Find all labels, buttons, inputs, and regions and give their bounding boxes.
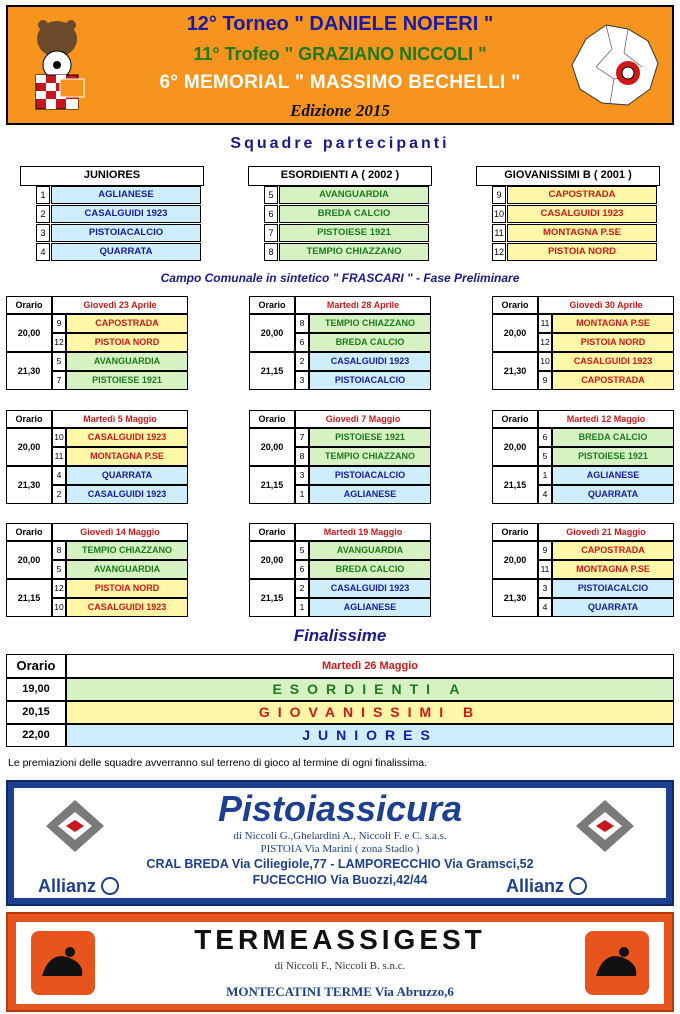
team-number: 11 (492, 224, 506, 242)
match-date: Giovedì 23 Aprile (52, 296, 188, 314)
final-category: JUNIORES (66, 724, 674, 747)
match-team-name: CASALGUIDI 1923 (309, 352, 431, 371)
match-team-number: 1 (295, 598, 309, 617)
match-team-name: BREDA CALCIO (309, 333, 431, 352)
group-team-row (264, 243, 430, 261)
group-team-row (264, 224, 430, 242)
allianz-logo-right (506, 876, 587, 897)
match-team-number: 11 (538, 314, 552, 333)
allianz-text-left: Allianz (38, 876, 97, 896)
match-team-name: PISTOIESE 1921 (552, 447, 674, 466)
match-team-name: CASALGUIDI 1923 (66, 428, 188, 447)
match-team-number: 6 (295, 333, 309, 352)
campo-label: Campo Comunale in sintetico " FRASCARI " - Fase Preliminare (160, 271, 520, 285)
match-team-name: QUARRATA (552, 485, 674, 504)
group-team-row (492, 205, 658, 223)
match-team-number: 8 (295, 447, 309, 466)
match-team-number: 4 (52, 466, 66, 485)
match-team-number: 6 (295, 560, 309, 579)
squadre-title: Squadre partecipanti (230, 135, 450, 152)
team-name: PISTOIACALCIO (51, 224, 201, 242)
termeassigest-line2: MONTECATINI TERME Via Abruzzo,6 (226, 984, 454, 999)
match-team-name: AVANGUARDIA (66, 560, 188, 579)
team-name: MONTAGNA P.SE (507, 224, 657, 242)
pistoiassicura-line1: di Niccoli G.,Ghelardini A., Niccoli F. e C. s.a.s. (233, 830, 447, 842)
final-time: 22,00 (6, 724, 66, 747)
match-team-name: CAPOSTRADA (552, 541, 674, 560)
header-banner (6, 5, 674, 125)
team-number: 5 (264, 186, 278, 204)
match-team-name: PISTOIESE 1921 (66, 371, 188, 390)
match-team-name: CASALGUIDI 1923 (66, 598, 188, 617)
team-name: AGLIANESE (51, 186, 201, 204)
match-team-name: CASALGUIDI 1923 (66, 485, 188, 504)
team-name: AVANGUARDIA (279, 186, 429, 204)
orario-header: Orario (249, 296, 295, 314)
match-team-number: 2 (295, 352, 309, 371)
match-team-name: TEMPIO CHIAZZANO (309, 314, 431, 333)
group-team-row (36, 205, 202, 223)
match-day-block (249, 296, 431, 390)
match-team-name: CAPOSTRADA (552, 371, 674, 390)
match-team-name: QUARRATA (66, 466, 188, 485)
team-number: 4 (36, 243, 50, 261)
orario-header: Orario (249, 410, 295, 428)
match-team-name: PISTOIACALCIO (309, 466, 431, 485)
pistoiassicura-name: Pistoiassicura (217, 788, 463, 829)
match-day-block (6, 296, 188, 390)
match-day-block (492, 410, 674, 504)
team-number: 6 (264, 205, 278, 223)
match-team-name: AGLIANESE (309, 598, 431, 617)
match-team-number: 11 (538, 560, 552, 579)
match-day-block (6, 523, 188, 617)
match-time: 20,00 (492, 314, 538, 352)
group-header: ESORDIENTI A ( 2002 ) (248, 166, 432, 186)
match-team-name: CAPOSTRADA (66, 314, 188, 333)
title-line-2: 11° Trofeo " GRAZIANO NICCOLI " (193, 44, 487, 64)
termeassigest-name: TERMEASSIGEST (194, 924, 486, 955)
match-team-name: PISTOIACALCIO (309, 371, 431, 390)
orario-header: Orario (6, 296, 52, 314)
match-team-number: 12 (538, 333, 552, 352)
finalissime-title: Finalissime (293, 626, 387, 645)
match-team-name: MONTAGNA P.SE (66, 447, 188, 466)
group-team-row (36, 186, 202, 204)
title-line-3: 6° MEMORIAL " MASSIMO BECHELLI " (159, 72, 521, 93)
match-team-name: TEMPIO CHIAZZANO (309, 447, 431, 466)
match-time: 21,30 (492, 352, 538, 390)
team-name: PISTOIA NORD (507, 243, 657, 261)
team-name: CASALGUIDI 1923 (507, 205, 657, 223)
match-team-number: 5 (52, 352, 66, 371)
match-team-number: 7 (52, 371, 66, 390)
team-number: 3 (36, 224, 50, 242)
match-time: 20,00 (249, 314, 295, 352)
final-time: 20,15 (6, 701, 66, 724)
match-team-number: 4 (538, 598, 552, 617)
match-team-name: BREDA CALCIO (309, 560, 431, 579)
match-time: 21,15 (6, 579, 52, 617)
match-team-number: 3 (295, 466, 309, 485)
finals-date: Martedì 26 Maggio (66, 654, 674, 678)
team-name: PISTOIESE 1921 (279, 224, 429, 242)
match-time: 21,15 (492, 466, 538, 504)
team-number: 9 (492, 186, 506, 204)
match-date: Giovedì 7 Maggio (295, 410, 431, 428)
team-name: QUARRATA (51, 243, 201, 261)
match-team-number: 5 (538, 447, 552, 466)
match-day-block (492, 523, 674, 617)
match-team-number: 8 (52, 541, 66, 560)
team-number: 7 (264, 224, 278, 242)
group-header: GIOVANISSIMI B ( 2001 ) (476, 166, 660, 186)
group-team-row (264, 205, 430, 223)
match-team-name: PISTOIA NORD (66, 333, 188, 352)
allianz-text-right: Allianz (506, 876, 565, 896)
match-time: 21,30 (6, 352, 52, 390)
orario-header: Orario (6, 410, 52, 428)
termeassigest-line1: di Niccoli F., Niccoli B. s.n.c. (274, 960, 406, 972)
termeassigest-banner (6, 912, 674, 1012)
match-team-number: 2 (52, 485, 66, 504)
match-date: Martedì 5 Maggio (52, 410, 188, 428)
match-team-number: 1 (295, 485, 309, 504)
match-team-name: AGLIANESE (552, 466, 674, 485)
match-date: Martedì 12 Maggio (538, 410, 674, 428)
match-team-name: CASALGUIDI 1923 (309, 579, 431, 598)
match-time: 20,00 (6, 314, 52, 352)
match-team-name: QUARRATA (552, 598, 674, 617)
finals-orario-header: Orario (6, 654, 66, 678)
match-time: 21,30 (6, 466, 52, 504)
match-team-name: AVANGUARDIA (66, 352, 188, 371)
premiazioni-note: Le premiazioni delle squadre avverranno sul terreno di gioco al termine di ogni finalissima. (8, 757, 428, 769)
allianz-icon (569, 877, 587, 895)
match-date: Martedì 19 Maggio (295, 523, 431, 541)
match-time: 21,30 (492, 579, 538, 617)
match-team-number: 3 (295, 371, 309, 390)
match-team-name: MONTAGNA P.SE (552, 560, 674, 579)
match-team-name: AVANGUARDIA (309, 541, 431, 560)
match-team-number: 7 (295, 428, 309, 447)
team-number: 10 (492, 205, 506, 223)
group-team-row (36, 224, 202, 242)
match-day-block (492, 296, 674, 390)
orario-header: Orario (492, 296, 538, 314)
pistoiassicura-line3: CRAL BREDA Via Ciliegiole,77 - LAMPORECCHIO Via Gramsci,52 (146, 857, 534, 871)
final-time: 19,00 (6, 678, 66, 701)
match-team-number: 9 (52, 314, 66, 333)
match-team-number: 12 (52, 579, 66, 598)
match-team-name: AGLIANESE (309, 485, 431, 504)
match-team-name: CASALGUIDI 1923 (552, 352, 674, 371)
group-team-row (264, 186, 430, 204)
pistoiassicura-panel (14, 788, 666, 898)
match-team-number: 5 (52, 560, 66, 579)
orario-header: Orario (6, 523, 52, 541)
team-number: 12 (492, 243, 506, 261)
match-date: Giovedì 14 Maggio (52, 523, 188, 541)
match-team-number: 6 (538, 428, 552, 447)
final-category: ESORDIENTI A (66, 678, 674, 701)
match-time: 20,00 (492, 428, 538, 466)
orario-header: Orario (249, 523, 295, 541)
match-team-name: PISTOIESE 1921 (309, 428, 431, 447)
match-team-number: 8 (295, 314, 309, 333)
match-date: Giovedì 30 Aprile (538, 296, 674, 314)
match-time: 20,00 (6, 541, 52, 579)
match-team-number: 10 (52, 598, 66, 617)
team-number: 2 (36, 205, 50, 223)
match-team-number: 12 (52, 333, 66, 352)
orario-header: Orario (492, 523, 538, 541)
match-team-number: 9 (538, 541, 552, 560)
finals-table (6, 654, 674, 748)
title-line-1: 12° Torneo " DANIELE NOFERI " (186, 13, 494, 35)
match-team-name: PISTOIA NORD (552, 333, 674, 352)
team-name: BREDA CALCIO (279, 205, 429, 223)
group-team-row (492, 243, 658, 261)
match-time: 20,00 (6, 428, 52, 466)
match-time: 21,15 (249, 579, 295, 617)
edition-label: Edizione 2015 (290, 101, 390, 120)
orario-header: Orario (492, 410, 538, 428)
team-name: CAPOSTRADA (507, 186, 657, 204)
match-team-number: 5 (295, 541, 309, 560)
match-team-number: 2 (295, 579, 309, 598)
match-date: Martedì 28 Aprile (295, 296, 431, 314)
match-date: Giovedì 21 Maggio (538, 523, 674, 541)
match-time: 20,00 (249, 541, 295, 579)
match-team-name: BREDA CALCIO (552, 428, 674, 447)
final-category: GIOVANISSIMI B (66, 701, 674, 724)
termeassigest-panel (16, 922, 664, 1004)
province-map-logo (566, 19, 664, 111)
group-team-row (492, 186, 658, 204)
match-team-number: 11 (52, 447, 66, 466)
match-team-name: PISTOIACALCIO (552, 579, 674, 598)
group-team-row (36, 243, 202, 261)
match-team-name: TEMPIO CHIAZZANO (66, 541, 188, 560)
match-team-name: MONTAGNA P.SE (552, 314, 674, 333)
team-name: TEMPIO CHIAZZANO (279, 243, 429, 261)
match-team-number: 10 (52, 428, 66, 447)
team-number: 8 (264, 243, 278, 261)
match-day-block (249, 410, 431, 504)
match-team-name: PISTOIA NORD (66, 579, 188, 598)
team-number: 1 (36, 186, 50, 204)
allianz-icon (101, 877, 119, 895)
match-day-block (6, 410, 188, 504)
match-team-number: 9 (538, 371, 552, 390)
match-team-number: 1 (538, 466, 552, 485)
group-header: JUNIORES (20, 166, 204, 186)
match-time: 20,00 (249, 428, 295, 466)
match-team-number: 10 (538, 352, 552, 371)
pistoiassicura-line4: FUCECCHIO Via Buozzi,42/44 (252, 873, 428, 887)
allianz-logo-left (38, 876, 119, 897)
match-time: 21,15 (249, 466, 295, 504)
match-time: 20,00 (492, 541, 538, 579)
group-team-row (492, 224, 658, 242)
team-name: CASALGUIDI 1923 (51, 205, 201, 223)
pistoiassicura-banner (6, 780, 674, 906)
match-team-number: 3 (538, 579, 552, 598)
match-time: 21,15 (249, 352, 295, 390)
pistoiassicura-line2: PISTOIA Via Marini ( zona Stadio ) (260, 843, 420, 855)
match-team-number: 4 (538, 485, 552, 504)
match-day-block (249, 523, 431, 617)
